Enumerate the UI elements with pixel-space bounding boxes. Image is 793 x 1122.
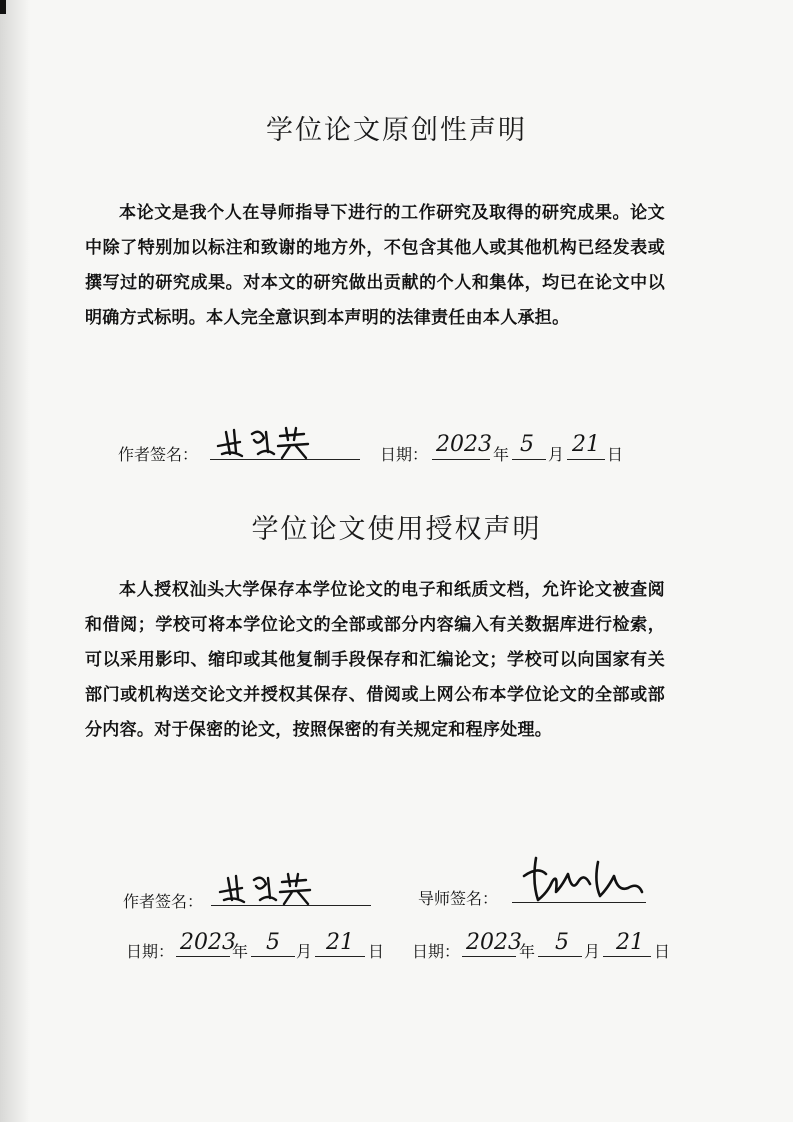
- supervisor-year-line: [462, 956, 516, 957]
- supervisor-month-unit: 月: [584, 942, 601, 961]
- author-year-line: [176, 956, 230, 957]
- year-line: [432, 459, 490, 460]
- authorization-statement: 本人授权汕头大学保存本学位论文的电子和纸质文档，允许论文被查阅和借阅；学校可将本学位论文的全部或部分内容编入有关数据库进行检索，可以采用影印、缩印或其他复制手段保存和汇编论文；学校可以向国家有关部门或机构送交论文并授权其保存、借阅或上网公布本学位论文的全部或部分内容。对于保密的论文，按照保密的有关规定和程序处理。: [85, 580, 665, 740]
- supervisor-month-line: [538, 956, 582, 957]
- authorization-title: 学位论文使用授权声明: [251, 514, 542, 545]
- supervisor-year-unit: 年: [519, 942, 536, 961]
- supervisor-day-value: 21: [616, 930, 644, 955]
- originality-statement: 本论文是我个人在导师指导下进行的工作研究及取得的研究成果。论文中除了特别加以标注和致谢的地方外，不包含其他人或其他机构已经发表或撰写过的研究成果。对本文的研究做出贡献的个人和集体，均已在论文中以明确方式标明。本人完全意识到本声明的法律责任由本人承担。: [85, 203, 665, 328]
- supervisor-signature-label: 导师签名：: [418, 889, 499, 908]
- author-month-value: 5: [266, 930, 280, 955]
- author-year-value: 2023: [180, 930, 236, 955]
- supervisor-handwritten-signature: [518, 852, 648, 912]
- year-value: 2023: [436, 432, 492, 457]
- day-value: 21: [572, 432, 600, 457]
- author-date-label: 日期：: [126, 942, 175, 961]
- originality-title: 学位论文原创性声明: [266, 115, 527, 146]
- author-signature-label: 作者签名：: [123, 892, 204, 911]
- supervisor-day-line: [603, 956, 651, 957]
- author-handwritten-signature: [216, 870, 316, 910]
- month-unit: 月: [548, 445, 565, 464]
- author-day-unit: 日: [368, 942, 385, 961]
- day-unit: 日: [607, 445, 624, 464]
- page-edge-shadow: [0, 0, 30, 1122]
- author-month-line: [251, 956, 295, 957]
- author-year-unit: 年: [232, 942, 249, 961]
- author-signature-label: 作者签名：: [118, 445, 199, 464]
- scan-corner-mark: [0, 0, 6, 14]
- date-label: 日期：: [380, 445, 429, 464]
- author-day-line: [315, 956, 365, 957]
- supervisor-day-unit: 日: [654, 942, 671, 961]
- year-unit: 年: [493, 445, 510, 464]
- month-value: 5: [520, 432, 534, 457]
- supervisor-year-value: 2023: [466, 930, 522, 955]
- author-day-value: 21: [326, 930, 354, 955]
- day-line: [567, 459, 605, 460]
- author-month-unit: 月: [296, 942, 313, 961]
- author-handwritten-signature: [214, 424, 314, 464]
- month-line: [512, 459, 546, 460]
- supervisor-date-label: 日期：: [412, 942, 461, 961]
- supervisor-month-value: 5: [555, 930, 569, 955]
